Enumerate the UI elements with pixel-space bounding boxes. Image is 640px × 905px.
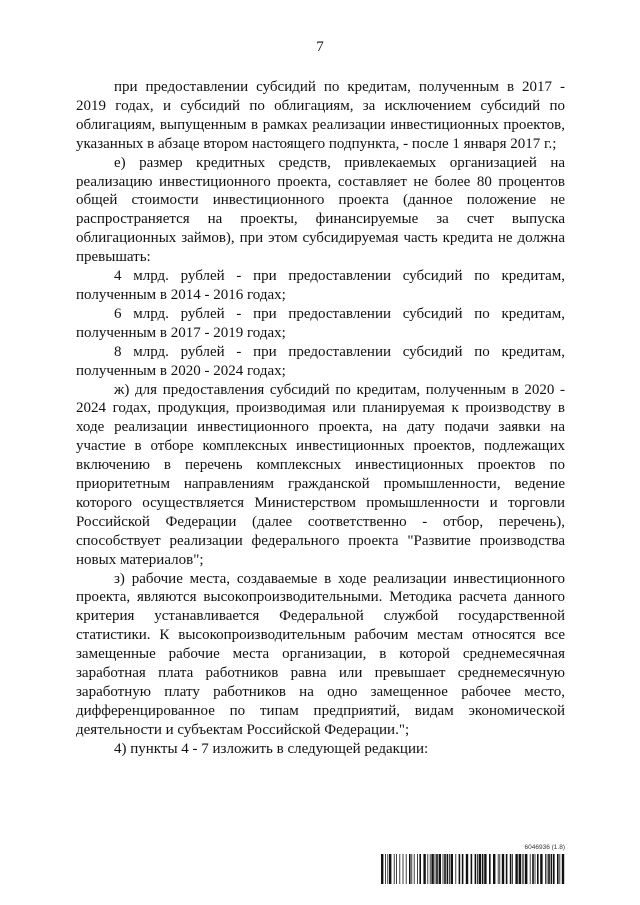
document-body [76,78,565,759]
paragraph-item-4: 4) пункты 4 - 7 изложить в следующей редакции: [114,740,429,757]
page-number: 7 [316,39,324,55]
paragraph-limit-6bn: 6 млрд. рублей - при предоставлении субсидий по кредитам, полученным в 2017 - 2019 годах; [76,305,565,341]
barcode-icon [381,854,565,884]
paragraph-item-e: е) размер кредитных средств, привлекаемых организацией на реализацию инвестиционного проекта, составляет не более 80 процентов общей стоимости инвестиционного проекта (данное положение не распространяется на проекты, финансируемые за счет выпуска облигационных займов), при этом субсидируемая часть кредита не должна превышать: [76,154,565,266]
paragraph-item-z: з) рабочие места, создаваемые в ходе реализации инвестиционного проекта, являются высокопроизводительными. Методика расчета данного критерия устанавливается Федеральной службой государственной статистики. К высокопроизводительным рабочим местам относятся все замещенные рабочие места организации, в которой среднемесячная заработная плата работников равна или превышает среднемесячную заработную плату работников на одно замещенное рабочее место, дифференцированное по типам предприятий, видам экономической деятельности и субъектам Российской Федерации."; [76,570,565,738]
paragraph-limit-8bn: 8 млрд. рублей - при предоставлении субсидий по кредитам, полученным в 2020 - 2024 годах; [76,343,565,379]
paragraph-item-zh: ж) для предоставления субсидий по кредитам, полученным в 2020 - 2024 годах, продукция, производимая или планируемая к производству в ходе реализации инвестиционного проекта, на дату подачи заявки на участие в отборе комплексных инвестиционных проектов, подлежащих включению в перечень комплексных инвестиционных проектов по приоритетным направлениям гражданской промышленности, ведение которого осуществляется Министерством промышленности и торговли Российской Федерации (далее соответственно - отбор, перечень), способствует реализации федерального проекта "Развитие производства новых материалов"; [76,381,565,568]
paragraph-limit-4bn: 4 млрд. рублей - при предоставлении субсидий по кредитам, полученным в 2014 - 2016 годах; [76,268,565,303]
paragraph-subsidies-bonds: при предоставлении субсидий по кредитам, полученным в 2017 - 2019 годах, и субсидий по облигациям, за исключением субсидий по облигациям, выпущенным в рамках реализации инвестиционных проектов, указанных в абзаце втором настоящего подпункта, - после 1 января 2017 г.; [76,79,565,152]
barcode-caption: 6046936 (1.8) [524,844,565,851]
barcode [381,844,565,884]
